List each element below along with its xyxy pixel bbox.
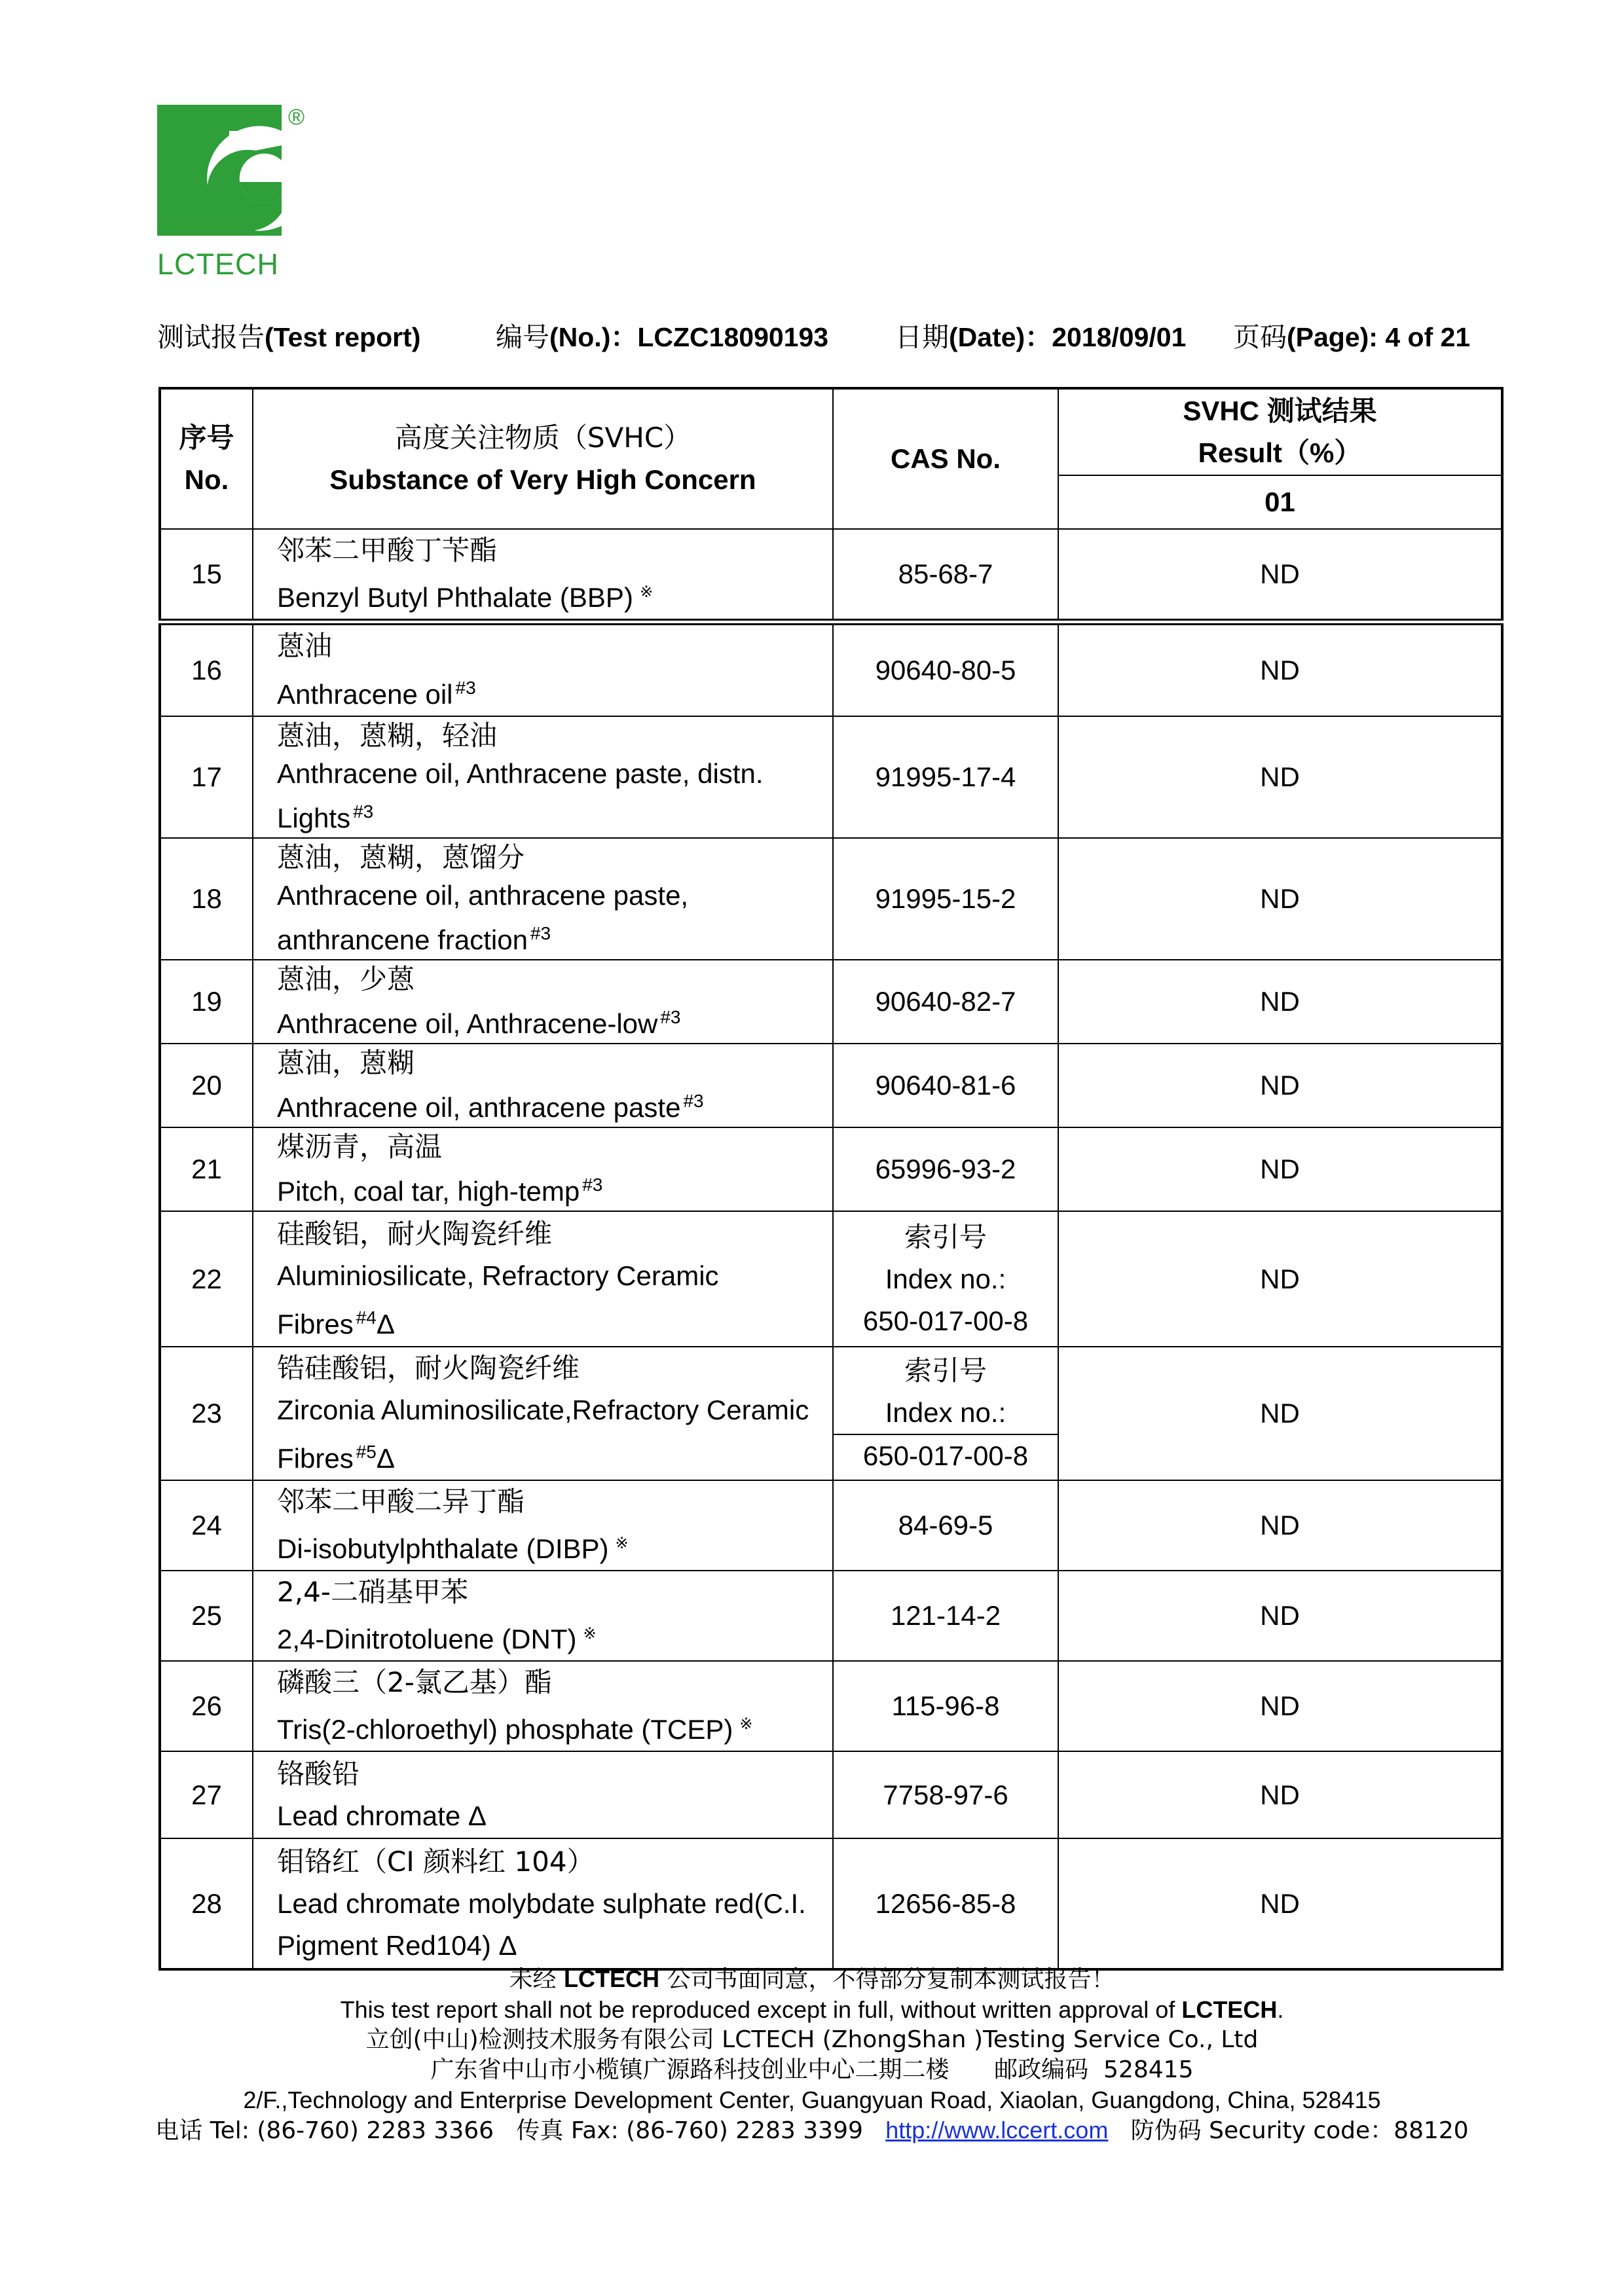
website-link[interactable]: http://www.lccert.com xyxy=(885,2117,1109,2143)
result-value: ND xyxy=(1058,1127,1502,1211)
cas-number: 84-69-5 xyxy=(833,1480,1058,1571)
footer-copyright-zh: 未经 LCTECH 公司书面同意，不得部分复制本测试报告！ xyxy=(509,1965,1115,1993)
substance-name: 蒽油，蒽糊，轻油 Anthracene oil, Anthracene paste, distn. Lights $^{\#3}$ xyxy=(253,716,833,838)
registered-mark: ® xyxy=(288,105,305,130)
table-row xyxy=(160,1838,1502,1969)
col-cas-header: CAS No. xyxy=(833,388,1058,529)
cas-number: 12656-85-8 xyxy=(833,1838,1058,1969)
substance-name: 邻苯二甲酸二异丁酯 Di-isobutylphthalate (DIBP) ※ xyxy=(253,1480,833,1571)
row-no: 15 xyxy=(160,529,253,622)
table-row xyxy=(160,1661,1502,1751)
row-no: 27 xyxy=(160,1751,253,1838)
report-date: 日期(Date)：2018/09/01 xyxy=(895,321,1187,353)
cas-number: 91995-15-2 xyxy=(833,838,1058,960)
table-row xyxy=(160,716,1502,838)
table-row xyxy=(160,960,1502,1044)
row-no: 21 xyxy=(160,1127,253,1211)
col-no-header: 序号 No. xyxy=(160,388,253,529)
result-value: ND xyxy=(1058,529,1502,622)
row-no: 23 xyxy=(160,1347,253,1480)
substance-name: 2,4-二硝基甲苯 2,4-Dinitrotoluene (DNT) ※ xyxy=(253,1571,833,1661)
row-no: 17 xyxy=(160,716,253,838)
substance-name: 铬酸铅 Lead chromate Δ xyxy=(253,1751,833,1838)
row-no: 20 xyxy=(160,1044,253,1127)
table-row xyxy=(160,1127,1502,1211)
cas-number: 7758-97-6 xyxy=(833,1751,1058,1838)
substance-name: 蒽油 Anthracene oil $^{\#3}$ xyxy=(253,622,833,716)
result-value: ND xyxy=(1058,838,1502,960)
col-sample-header: 01 xyxy=(1058,475,1502,529)
footer-address-en: 2/F.,Technology and Enterprise Development Center, Guangyuan Road, Xiaolan, Guangdong, China, 528415 xyxy=(243,2086,1381,2113)
row-no: 19 xyxy=(160,960,253,1044)
cas-number: 90640-80-5 xyxy=(833,622,1058,716)
row-no: 25 xyxy=(160,1571,253,1661)
substance-name: 锆硅酸铝，耐火陶瓷纤维 Zirconia Aluminosilicate,Refractory Ceramic Fibres $^{\#5}$Δ xyxy=(253,1347,833,1480)
row-no: 18 xyxy=(160,838,253,960)
substance-name: 煤沥青，高温 Pitch, coal tar, high-temp $^{\#3}$ xyxy=(253,1127,833,1211)
report-label: 测试报告(Test report) xyxy=(157,321,421,353)
cas-number: 90640-81-6 xyxy=(833,1044,1058,1127)
result-value: ND xyxy=(1058,1211,1502,1347)
row-no: 22 xyxy=(160,1211,253,1347)
result-value: ND xyxy=(1058,1571,1502,1661)
substance-name: 邻苯二甲酸丁苄酯 Benzyl Butyl Phthalate (BBP) ※ xyxy=(253,529,833,622)
cas-number: 121-14-2 xyxy=(833,1571,1058,1661)
row-no: 16 xyxy=(160,622,253,716)
row-no: 26 xyxy=(160,1661,253,1751)
cas-number: 90640-82-7 xyxy=(833,960,1058,1044)
cas-number: 索引号 Index no.: 650-017-00-8 xyxy=(833,1347,1058,1480)
result-value: ND xyxy=(1058,716,1502,838)
cas-number: 65996-93-2 xyxy=(833,1127,1058,1211)
logo-text: LCTECH xyxy=(157,247,280,281)
row-no: 28 xyxy=(160,1838,253,1969)
footer-company: 立创(中山)检测技术服务有限公司 LCTECH (ZhongShan )Testing Service Co., Ltd xyxy=(365,2026,1259,2053)
table-row xyxy=(160,1751,1502,1838)
result-value: ND xyxy=(1058,1838,1502,1969)
table-row xyxy=(160,1044,1502,1127)
cas-number: 91995-17-4 xyxy=(833,716,1058,838)
substance-name: 钼铬红（CI 颜料红 104） Lead chromate molybdate sulphate red(C.I. Pigment Red104) Δ xyxy=(253,1838,833,1969)
footer-copyright-en: This test report shall not be reproduced except in full, without written approval of LCTECH. xyxy=(340,1996,1284,2023)
footer xyxy=(0,1964,1624,2146)
table-row xyxy=(160,1211,1502,1347)
cas-number: 索引号 Index no.: 650-017-00-8 xyxy=(833,1211,1058,1347)
substance-name: 蒽油，少蒽 Anthracene oil, Anthracene-low $^{\#3}$ xyxy=(253,960,833,1044)
col-result-header: SVHC 测试结果 Result（%） xyxy=(1058,388,1502,475)
result-value: ND xyxy=(1058,960,1502,1044)
result-value: ND xyxy=(1058,622,1502,716)
result-value: ND xyxy=(1058,1661,1502,1751)
substance-name: 硅酸铝，耐火陶瓷纤维 Aluminiosilicate, Refractory Ceramic Fibres $^{\#4}$Δ xyxy=(253,1211,833,1347)
substance-name: 磷酸三（2-氯乙基）酯 Tris(2-chloroethyl) phosphate (TCEP) ※ xyxy=(253,1661,833,1751)
cas-number: 85-68-7 xyxy=(833,529,1058,622)
table-row xyxy=(160,622,1502,716)
result-value: ND xyxy=(1058,1347,1502,1480)
result-value: ND xyxy=(1058,1751,1502,1838)
table-row xyxy=(160,1347,1502,1480)
table-row xyxy=(160,1480,1502,1571)
table-row xyxy=(160,529,1502,622)
page-number: 页码(Page): 4 of 21 xyxy=(1233,321,1471,353)
table-row xyxy=(160,838,1502,960)
col-substance-header: 高度关注物质（SVHC） Substance of Very High Concern xyxy=(253,388,833,529)
svhc-table xyxy=(158,387,1504,1971)
footer-contact: 电话 Tel: (86-760) 2283 3366 传真 Fax: (86-760) 2283 3399 http://www.lccert.com 防伪码 Security code：88120 xyxy=(155,2117,1469,2144)
result-value: ND xyxy=(1058,1044,1502,1127)
cas-number: 115-96-8 xyxy=(833,1661,1058,1751)
footer-address-zh: 广东省中山市小榄镇广源路科技创业中心二期二楼 邮政编码 528415 xyxy=(430,2056,1194,2083)
table-row xyxy=(160,1571,1502,1661)
substance-name: 蒽油，蒽糊，蒽馏分 Anthracene oil, anthracene paste, anthrancene fraction $^{\#3}$ xyxy=(253,838,833,960)
row-no: 24 xyxy=(160,1480,253,1571)
substance-name: 蒽油，蒽糊 Anthracene oil, anthracene paste $^{\#3}$ xyxy=(253,1044,833,1127)
report-number: 编号(No.)：LCZC18090193 xyxy=(496,321,829,353)
result-value: ND xyxy=(1058,1480,1502,1571)
